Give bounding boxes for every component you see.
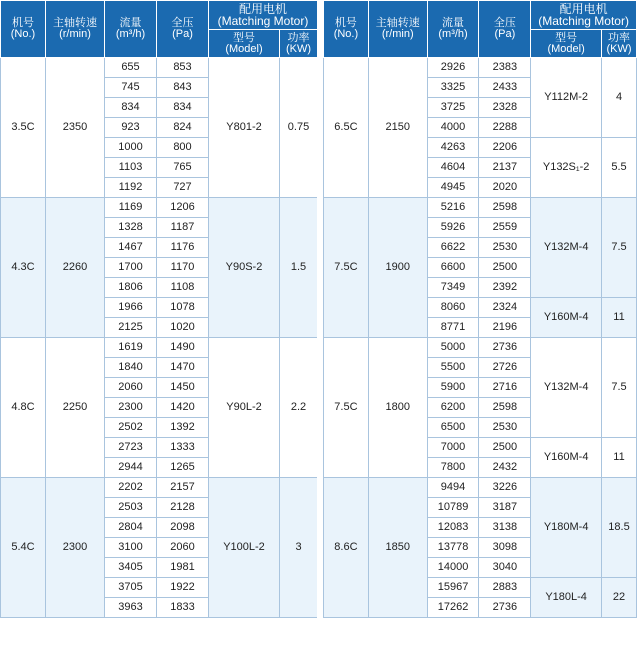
- motor-power-cell: 7.5: [602, 198, 637, 298]
- shaft-speed-cell: 1900: [368, 198, 427, 338]
- pressure-cell: 2137: [479, 158, 531, 178]
- model-no-cell: 7.5C: [324, 338, 369, 478]
- pressure-cell: 727: [157, 178, 209, 198]
- header-power: 功率 (KW): [602, 30, 637, 58]
- flow-cell: 6500: [427, 418, 479, 438]
- flow-cell: 1467: [105, 238, 157, 258]
- pressure-cell: 2098: [157, 518, 209, 538]
- pressure-cell: 2288: [479, 118, 531, 138]
- pressure-cell: 2716: [479, 378, 531, 398]
- header-model-no: 机号 (No.): [324, 1, 369, 58]
- header-shaft-speed: 主轴转速 (r/min): [46, 1, 105, 58]
- flow-cell: 4945: [427, 178, 479, 198]
- flow-cell: 655: [105, 58, 157, 78]
- motor-model-cell: Y132M-4: [531, 198, 602, 298]
- table-header: [324, 1, 637, 58]
- pressure-cell: 2530: [479, 418, 531, 438]
- motor-power-cell: 7.5: [602, 338, 637, 438]
- pressure-cell: 1333: [157, 438, 209, 458]
- shaft-speed-cell: 1800: [368, 338, 427, 478]
- flow-cell: 8060: [427, 298, 479, 318]
- flow-cell: 5000: [427, 338, 479, 358]
- header-model-no: 机号 (No.): [1, 1, 46, 58]
- shaft-speed-cell: 2300: [46, 478, 105, 618]
- flow-cell: 8771: [427, 318, 479, 338]
- motor-power-cell: 4: [602, 58, 637, 138]
- pressure-cell: 2433: [479, 78, 531, 98]
- flow-cell: 3405: [105, 558, 157, 578]
- shaft-speed-cell: 2260: [46, 198, 105, 338]
- motor-power-cell: 5.5: [602, 138, 637, 198]
- flow-cell: 2125: [105, 318, 157, 338]
- flow-cell: 1192: [105, 178, 157, 198]
- flow-cell: 923: [105, 118, 157, 138]
- table-body: [324, 58, 637, 618]
- pressure-cell: 2328: [479, 98, 531, 118]
- motor-model-cell: Y160M-4: [531, 438, 602, 478]
- pressure-cell: 2060: [157, 538, 209, 558]
- flow-cell: 2944: [105, 458, 157, 478]
- pressure-cell: 843: [157, 78, 209, 98]
- motor-power-cell: 22: [602, 578, 637, 618]
- table-row: [1, 198, 318, 218]
- table-row: [1, 338, 318, 358]
- pressure-cell: 1078: [157, 298, 209, 318]
- pressure-cell: 2196: [479, 318, 531, 338]
- table-row: [324, 58, 637, 78]
- pressure-cell: 1265: [157, 458, 209, 478]
- pressure-cell: 3226: [479, 478, 531, 498]
- table-row: [1, 478, 318, 498]
- flow-cell: 5500: [427, 358, 479, 378]
- pressure-cell: 1108: [157, 278, 209, 298]
- flow-cell: 2926: [427, 58, 479, 78]
- pressure-cell: 2392: [479, 278, 531, 298]
- header-pressure: 全压 (Pa): [479, 1, 531, 58]
- flow-cell: 3325: [427, 78, 479, 98]
- table-body: [1, 58, 318, 618]
- pressure-cell: 1176: [157, 238, 209, 258]
- pressure-cell: 2736: [479, 338, 531, 358]
- pressure-cell: 1981: [157, 558, 209, 578]
- motor-power-cell: 1.5: [280, 198, 318, 338]
- pressure-cell: 1020: [157, 318, 209, 338]
- flow-cell: 1840: [105, 358, 157, 378]
- pressure-cell: 2383: [479, 58, 531, 78]
- flow-cell: 10789: [427, 498, 479, 518]
- header-motor: 配用电机 (Matching Motor): [531, 1, 637, 30]
- pressure-cell: 1206: [157, 198, 209, 218]
- pressure-cell: 834: [157, 98, 209, 118]
- pressure-cell: 3098: [479, 538, 531, 558]
- shaft-speed-cell: 2150: [368, 58, 427, 198]
- motor-power-cell: 2.2: [280, 338, 318, 478]
- header-motor-model: 型号 (Model): [209, 30, 280, 58]
- pressure-cell: 1490: [157, 338, 209, 358]
- pressure-cell: 2598: [479, 198, 531, 218]
- flow-cell: 2202: [105, 478, 157, 498]
- pressure-cell: 2726: [479, 358, 531, 378]
- flow-cell: 1103: [105, 158, 157, 178]
- motor-power-cell: 11: [602, 298, 637, 338]
- pressure-cell: 824: [157, 118, 209, 138]
- motor-power-cell: 18.5: [602, 478, 637, 578]
- flow-cell: 3963: [105, 598, 157, 618]
- spec-table-left: [0, 0, 318, 618]
- flow-cell: 4263: [427, 138, 479, 158]
- flow-cell: 7000: [427, 438, 479, 458]
- flow-cell: 2502: [105, 418, 157, 438]
- flow-cell: 6600: [427, 258, 479, 278]
- flow-cell: 12083: [427, 518, 479, 538]
- flow-cell: 4000: [427, 118, 479, 138]
- flow-cell: 15967: [427, 578, 479, 598]
- flow-cell: 1700: [105, 258, 157, 278]
- flow-cell: 7349: [427, 278, 479, 298]
- pressure-cell: 1470: [157, 358, 209, 378]
- flow-cell: 9494: [427, 478, 479, 498]
- table-row: [324, 478, 637, 498]
- motor-model-cell: Y132M-4: [531, 338, 602, 438]
- motor-model-cell: Y90S-2: [209, 198, 280, 338]
- flow-cell: 7800: [427, 458, 479, 478]
- pressure-cell: 2598: [479, 398, 531, 418]
- flow-cell: 17262: [427, 598, 479, 618]
- pressure-cell: 1833: [157, 598, 209, 618]
- flow-cell: 5926: [427, 218, 479, 238]
- pressure-cell: 1170: [157, 258, 209, 278]
- flow-cell: 2503: [105, 498, 157, 518]
- model-no-cell: 7.5C: [324, 198, 369, 338]
- pressure-cell: 2530: [479, 238, 531, 258]
- pressure-cell: 2020: [479, 178, 531, 198]
- motor-model-cell: Y90L-2: [209, 338, 280, 478]
- header-pressure: 全压 (Pa): [157, 1, 209, 58]
- header-power: 功率 (KW): [280, 30, 318, 58]
- motor-model-cell: Y801-2: [209, 58, 280, 198]
- pressure-cell: 853: [157, 58, 209, 78]
- flow-cell: 1169: [105, 198, 157, 218]
- pressure-cell: 2500: [479, 258, 531, 278]
- flow-cell: 2804: [105, 518, 157, 538]
- flow-cell: 3100: [105, 538, 157, 558]
- pressure-cell: 2206: [479, 138, 531, 158]
- flow-cell: 2300: [105, 398, 157, 418]
- pressure-cell: 2432: [479, 458, 531, 478]
- flow-cell: 4604: [427, 158, 479, 178]
- flow-cell: 2723: [105, 438, 157, 458]
- shaft-speed-cell: 1850: [368, 478, 427, 618]
- model-no-cell: 4.8C: [1, 338, 46, 478]
- flow-cell: 6200: [427, 398, 479, 418]
- table-row: [1, 58, 318, 78]
- flow-cell: 834: [105, 98, 157, 118]
- pressure-cell: 2157: [157, 478, 209, 498]
- shaft-speed-cell: 2250: [46, 338, 105, 478]
- flow-cell: 2060: [105, 378, 157, 398]
- flow-cell: 5216: [427, 198, 479, 218]
- flow-cell: 1806: [105, 278, 157, 298]
- motor-power-cell: 0.75: [280, 58, 318, 198]
- motor-model-cell: Y160M-4: [531, 298, 602, 338]
- header-flow: 流量 (m³/h): [105, 1, 157, 58]
- flow-cell: 1000: [105, 138, 157, 158]
- motor-power-cell: 11: [602, 438, 637, 478]
- pressure-cell: 2559: [479, 218, 531, 238]
- flow-cell: 3705: [105, 578, 157, 598]
- flow-cell: 14000: [427, 558, 479, 578]
- table-row: [324, 198, 637, 218]
- spec-table-right: [323, 0, 637, 618]
- pressure-cell: 2736: [479, 598, 531, 618]
- pressure-cell: 2324: [479, 298, 531, 318]
- model-no-cell: 3.5C: [1, 58, 46, 198]
- flow-cell: 1619: [105, 338, 157, 358]
- header-flow: 流量 (m³/h): [427, 1, 479, 58]
- table-header: [1, 1, 318, 58]
- shaft-speed-cell: 2350: [46, 58, 105, 198]
- flow-cell: 13778: [427, 538, 479, 558]
- flow-cell: 745: [105, 78, 157, 98]
- pressure-cell: 1392: [157, 418, 209, 438]
- model-no-cell: 6.5C: [324, 58, 369, 198]
- motor-model-cell: Y180L-4: [531, 578, 602, 618]
- flow-cell: 1328: [105, 218, 157, 238]
- motor-model-cell: Y112M-2: [531, 58, 602, 138]
- pressure-cell: 1922: [157, 578, 209, 598]
- model-no-cell: 5.4C: [1, 478, 46, 618]
- pressure-cell: 1187: [157, 218, 209, 238]
- pressure-cell: 2883: [479, 578, 531, 598]
- motor-model-cell: Y100L-2: [209, 478, 280, 618]
- pressure-cell: 2128: [157, 498, 209, 518]
- model-no-cell: 4.3C: [1, 198, 46, 338]
- pressure-cell: 3138: [479, 518, 531, 538]
- pressure-cell: 3040: [479, 558, 531, 578]
- flow-cell: 3725: [427, 98, 479, 118]
- header-motor-model: 型号 (Model): [531, 30, 602, 58]
- header-shaft-speed: 主轴转速 (r/min): [368, 1, 427, 58]
- table-row: [324, 338, 637, 358]
- flow-cell: 5900: [427, 378, 479, 398]
- pressure-cell: 2500: [479, 438, 531, 458]
- header-motor: 配用电机 (Matching Motor): [209, 1, 318, 30]
- pressure-cell: 765: [157, 158, 209, 178]
- pressure-cell: 1420: [157, 398, 209, 418]
- motor-model-cell: Y180M-4: [531, 478, 602, 578]
- motor-power-cell: 3: [280, 478, 318, 618]
- model-no-cell: 8.6C: [324, 478, 369, 618]
- pressure-cell: 3187: [479, 498, 531, 518]
- pressure-cell: 800: [157, 138, 209, 158]
- pressure-cell: 1450: [157, 378, 209, 398]
- motor-model-cell: Y132S₁-2: [531, 138, 602, 198]
- flow-cell: 1966: [105, 298, 157, 318]
- flow-cell: 6622: [427, 238, 479, 258]
